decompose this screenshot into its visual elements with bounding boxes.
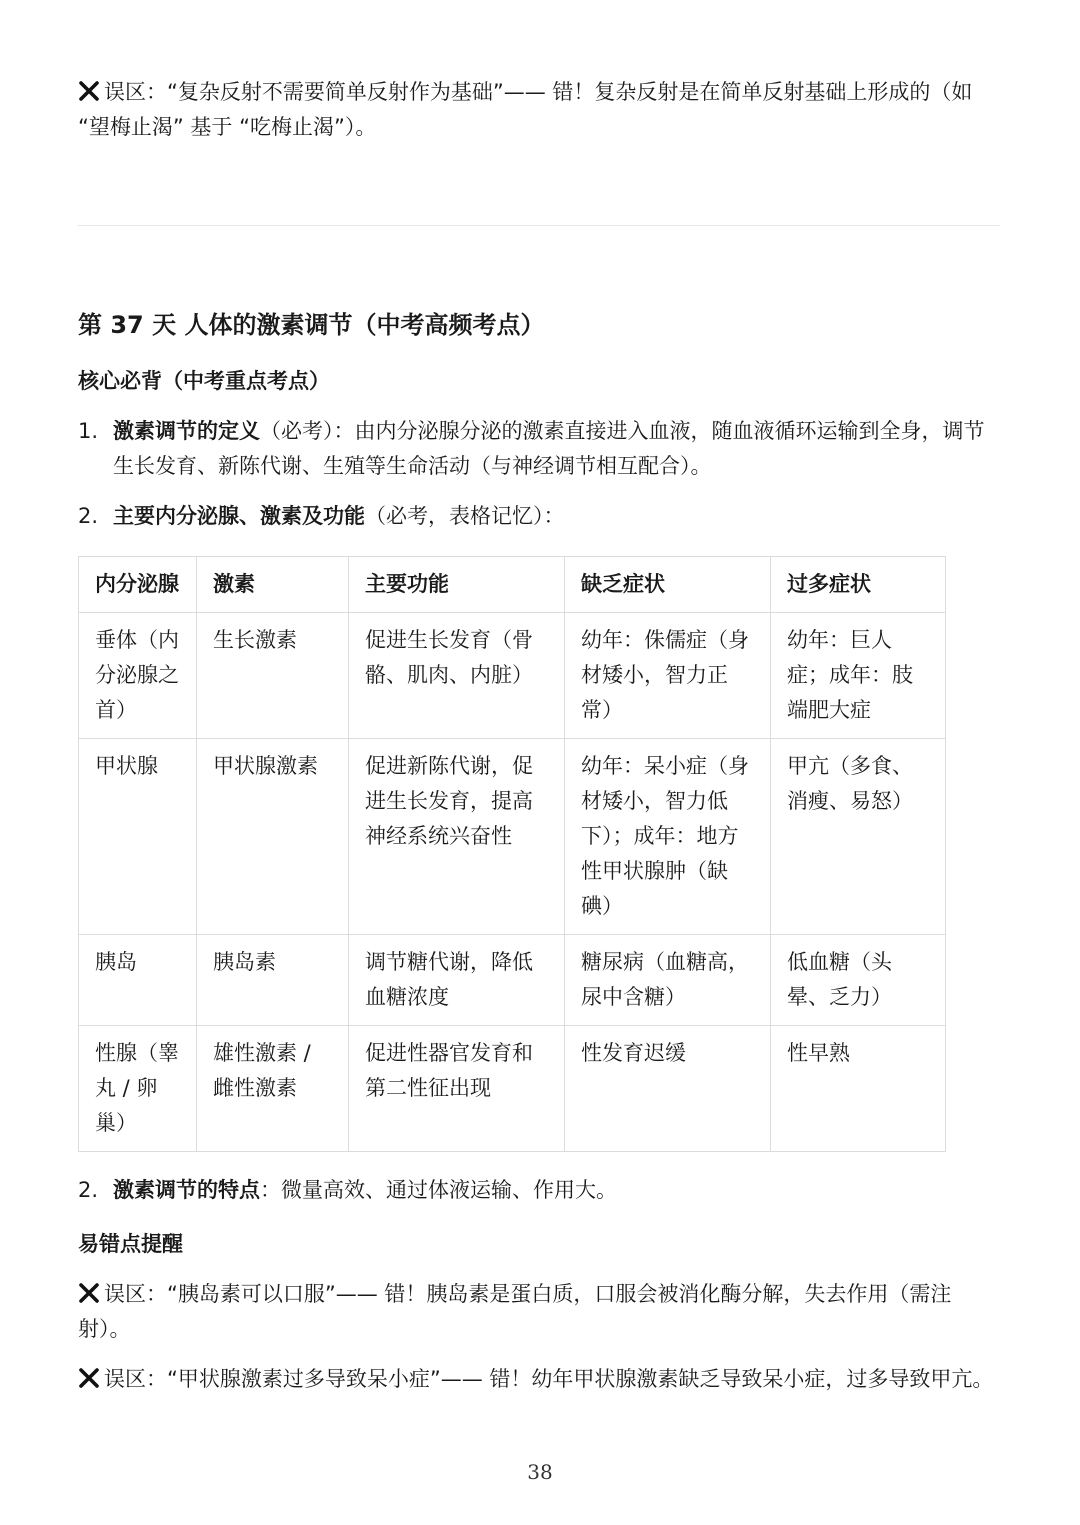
core-heading: 核心必背（中考重点考点）: [78, 369, 330, 393]
table-cell: 幼年：呆小症（身材矮小，智力低下）；成年：地方性甲状腺肿（缺碘）: [565, 739, 771, 935]
cross-icon: [78, 1282, 100, 1304]
table-row: [79, 1026, 946, 1152]
table-cell: 胰岛素: [197, 935, 349, 1026]
cross-icon: [78, 80, 100, 102]
header-deficiency: 缺乏症状: [565, 557, 771, 613]
list-item-title: 激素调节的定义: [113, 419, 260, 443]
list-number: 2.: [78, 1178, 99, 1202]
list-item-text: （必考，表格记忆）：: [365, 504, 565, 528]
table-cell: 低血糖（头晕、乏力）: [771, 935, 946, 1026]
section-divider: [78, 225, 1000, 226]
list-item-title: 激素调节的特点: [113, 1178, 260, 1202]
mistakes-heading: 易错点提醒: [78, 1232, 183, 1256]
table-cell: 垂体（内分泌腺之首）: [79, 613, 197, 739]
table-cell: 甲状腺激素: [197, 739, 349, 935]
header-function: 主要功能: [349, 557, 565, 613]
top-mistake-note: [78, 75, 998, 145]
section-title: 第 37 天 人体的激素调节（中考高频考点）: [78, 311, 545, 339]
table-cell: 幼年：巨人症；成年：肢端肥大症: [771, 613, 946, 739]
table-cell: 胰岛: [79, 935, 197, 1026]
table-cell: 促进性器官发育和第二性征出现: [349, 1026, 565, 1152]
mistake-prefix: 误区：: [104, 1367, 167, 1391]
table-row: [79, 935, 946, 1026]
mistake-text: “甲状腺激素过多导致呆小症”—— 错！幼年甲状腺激素缺乏导致呆小症，过多导致甲亢。: [167, 1367, 994, 1391]
table-cell: 促进新陈代谢，促进生长发育，提高神经系统兴奋性: [349, 739, 565, 935]
mistake-text: “复杂反射不需要简单反射作为基础”—— 错！复杂反射是在简单反射基础上形成的（如 “望梅止渴” 基于 “吃梅止渴”）。: [78, 80, 973, 139]
table-cell: 促进生长发育（骨骼、肌肉、内脏）: [349, 613, 565, 739]
mistake-prefix: 误区：: [104, 80, 167, 104]
list-item-features: [78, 1173, 998, 1208]
hormone-table: [78, 556, 946, 1152]
list-item-glands: [78, 499, 998, 534]
table-cell: 雄性激素 / 雌性激素: [197, 1026, 349, 1152]
header-excess: 过多症状: [771, 557, 946, 613]
table-cell: 性腺（睾丸 / 卵巢）: [79, 1026, 197, 1152]
table-cell: 调节糖代谢，降低血糖浓度: [349, 935, 565, 1026]
table-cell: 甲亢（多食、消瘦、易怒）: [771, 739, 946, 935]
mistake-prefix: 误区：: [104, 1282, 167, 1306]
mistake-note: [78, 1277, 998, 1347]
table-row: [79, 613, 946, 739]
table-cell: 糖尿病（血糖高，尿中含糖）: [565, 935, 771, 1026]
list-item-text: ：微量高效、通过体液运输、作用大。: [260, 1178, 617, 1202]
table-header-row: [79, 557, 946, 613]
page-number: 38: [527, 1460, 553, 1484]
list-number: 2.: [78, 504, 99, 528]
list-item-text: （必考）：由内分泌腺分泌的激素直接进入血液，随血液循环运输到全身，调节生长发育、新陈代谢、生殖等生命活动（与神经调节相互配合）。: [113, 419, 985, 478]
cross-icon: [78, 1367, 100, 1389]
table-cell: 性早熟: [771, 1026, 946, 1152]
table-cell: 生长激素: [197, 613, 349, 739]
table-cell: 幼年：侏儒症（身材矮小，智力正常）: [565, 613, 771, 739]
mistake-text: “胰岛素可以口服”—— 错！胰岛素是蛋白质，口服会被消化酶分解，失去作用（需注射）。: [78, 1282, 952, 1341]
header-hormone: 激素: [197, 557, 349, 613]
list-item-definition: [78, 414, 998, 484]
header-gland: 内分泌腺: [79, 557, 197, 613]
table-cell: 甲状腺: [79, 739, 197, 935]
table-row: [79, 739, 946, 935]
table-cell: 性发育迟缓: [565, 1026, 771, 1152]
list-number: 1.: [78, 419, 99, 443]
list-item-title: 主要内分泌腺、激素及功能: [113, 504, 365, 528]
mistake-note: [78, 1362, 998, 1397]
